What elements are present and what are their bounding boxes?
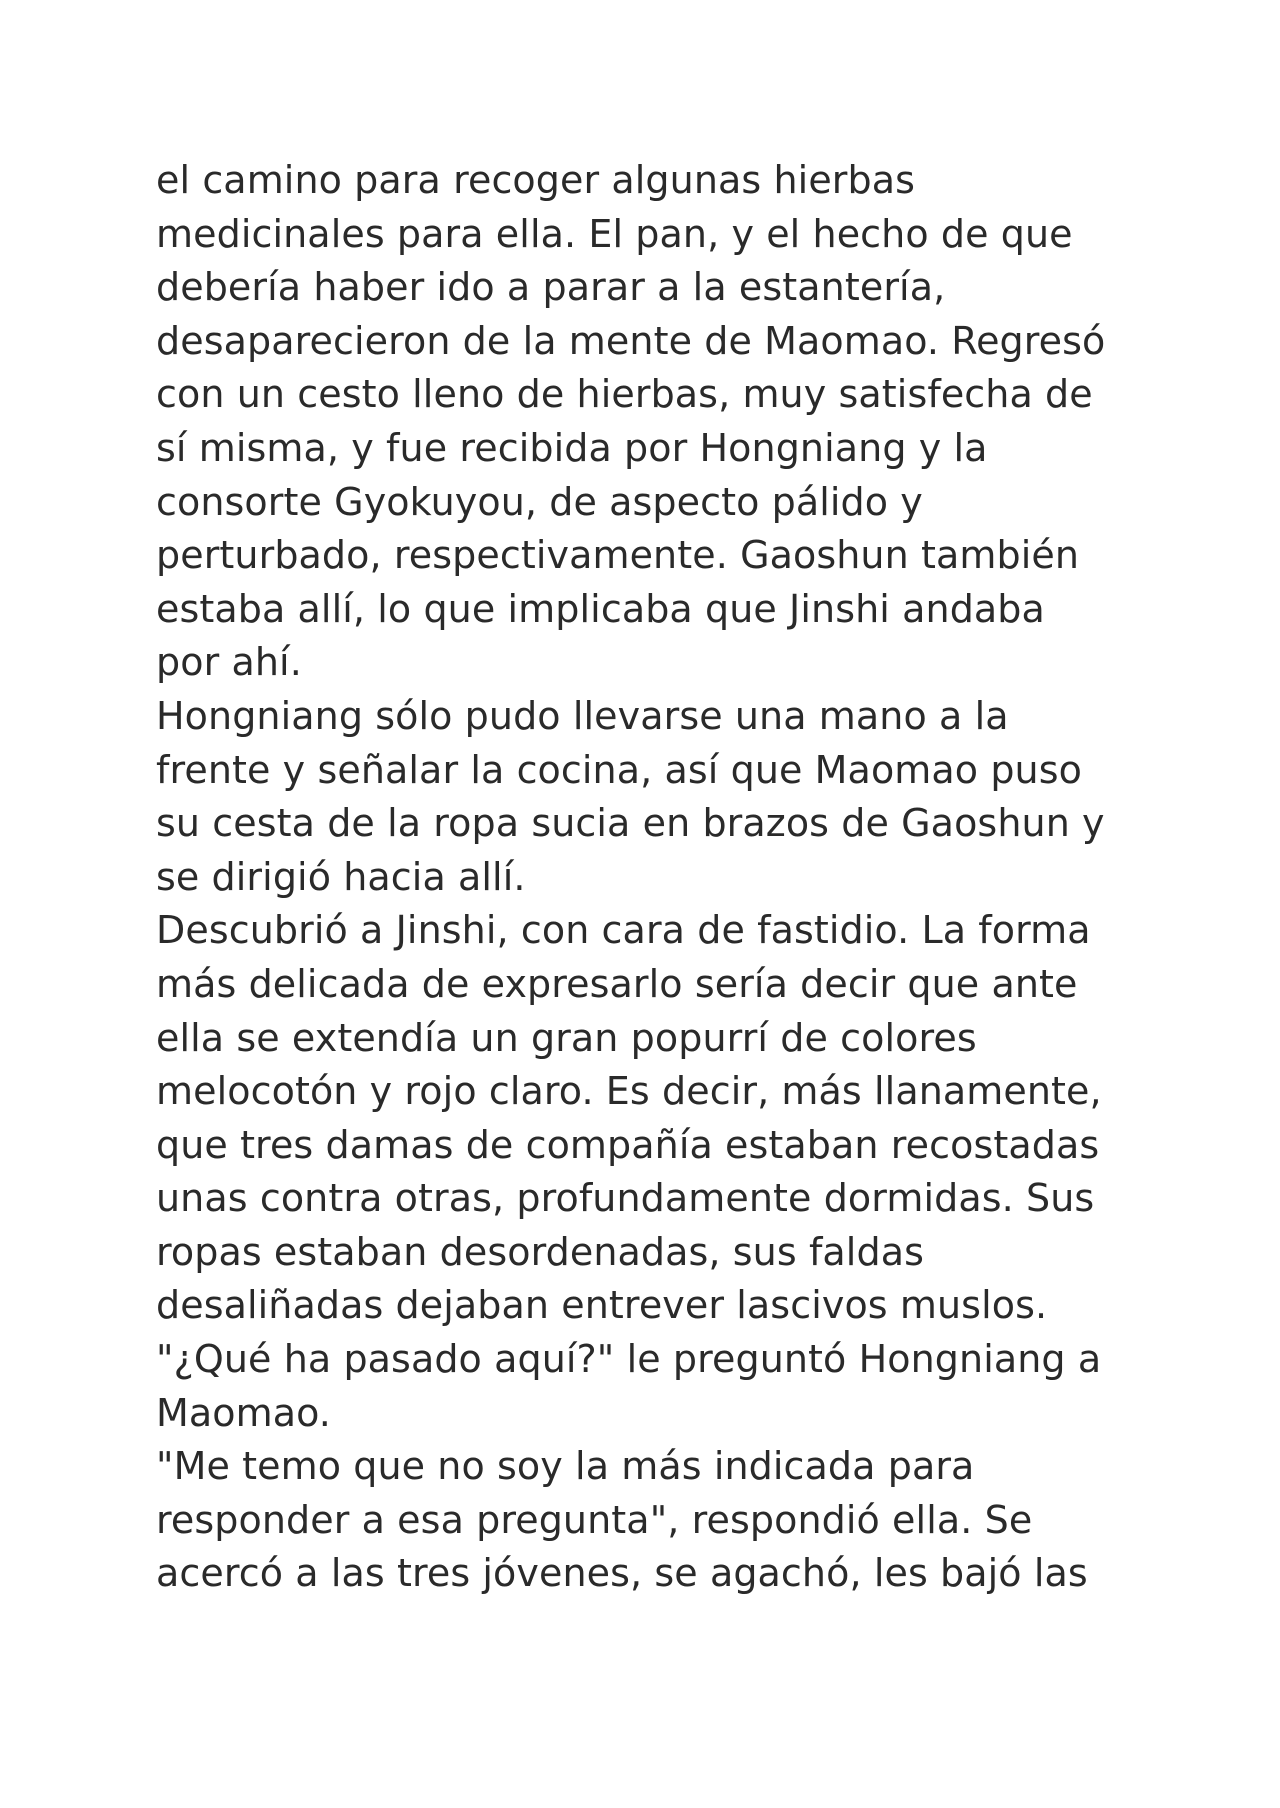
text-line: desaparecieron de la mente de Maomao. Regresó — [156, 318, 1106, 363]
paragraph-2 — [156, 690, 1156, 904]
text-line: desaliñadas dejaban entrever lascivos muslos. — [156, 1283, 1048, 1328]
text-line: "Me temo que no soy la más indicada para — [156, 1444, 975, 1489]
text-line: responder a esa pregunta", respondió ella. Se — [156, 1497, 1033, 1542]
text-line: unas contra otras, profundamente dormidas. Sus — [156, 1176, 1095, 1221]
text-line: "¿Qué ha pasado aquí?" le preguntó Hongniang a — [156, 1337, 1102, 1382]
text-line: melocotón y rojo claro. Es decir, más llanamente, — [156, 1069, 1102, 1114]
text-line: su cesta de la ropa sucia en brazos de Gaoshun y — [156, 801, 1105, 846]
text-line: Maomao. — [156, 1390, 331, 1435]
text-line: medicinales para ella. El pan, y el hecho de que — [156, 211, 1073, 256]
paragraph-5 — [156, 1440, 1156, 1601]
text-line: por ahí. — [156, 640, 302, 685]
text-line: Hongniang sólo pudo llevarse una mano a la — [156, 693, 1009, 738]
text-line: debería haber ido a parar a la estantería, — [156, 265, 946, 310]
text-line: sí misma, y fue recibida por Hongniang y la — [156, 425, 988, 470]
paragraph-3 — [156, 904, 1156, 1333]
paragraph-1 — [156, 154, 1156, 690]
text-line: acercó a las tres jóvenes, se agachó, les bajó las — [156, 1551, 1088, 1596]
text-line: que tres damas de compañía estaban recostadas — [156, 1122, 1100, 1167]
paragraph-4 — [156, 1333, 1156, 1440]
text-line: estaba allí, lo que implicaba que Jinshi andaba — [156, 586, 1045, 631]
text-line: se dirigió hacia allí. — [156, 854, 526, 899]
text-line: Descubrió a Jinshi, con cara de fastidio. La forma — [156, 908, 1091, 953]
text-line: frente y señalar la cocina, así que Maomao puso — [156, 747, 1082, 792]
document-body — [156, 154, 1156, 1601]
text-line: ella se extendía un gran popurrí de colores — [156, 1015, 977, 1060]
text-line: ropas estaban desordenadas, sus faldas — [156, 1229, 924, 1274]
text-line: el camino para recoger algunas hierbas — [156, 158, 916, 202]
text-line: perturbado, respectivamente. Gaoshun también — [156, 533, 1080, 578]
text-line: consorte Gyokuyou, de aspecto pálido y — [156, 479, 923, 524]
text-line: con un cesto lleno de hierbas, muy satisfecha de — [156, 372, 1093, 417]
text-line: más delicada de expresarlo sería decir que ante — [156, 961, 1078, 1006]
